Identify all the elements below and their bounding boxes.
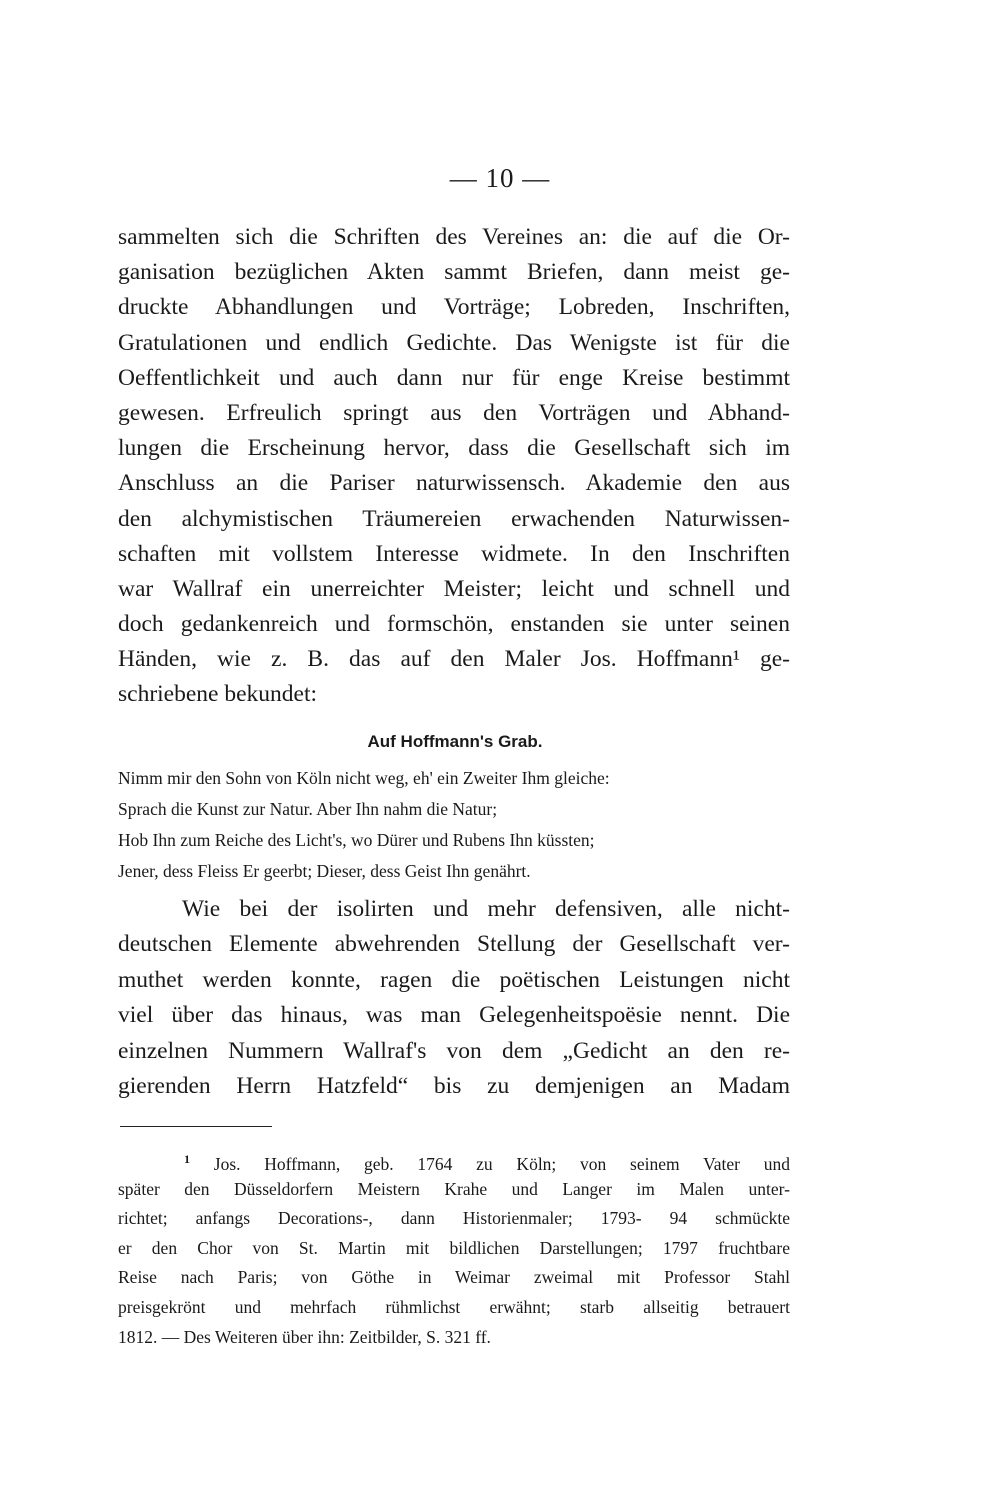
footnote (118, 1145, 790, 1352)
footnote-divider (120, 1126, 272, 1127)
text-line: schaften mit vollstem Interesse widmete. In den Inschriften (118, 540, 790, 567)
text-line: lungen die Erscheinung hervor, dass die Gesellschaft sich im (118, 435, 790, 462)
text-line: Wie bei der isolirten und mehr defensiven, alle nicht- (182, 896, 790, 922)
text-line: muthet werden konnte, ragen die poëtischen Leistungen nicht (118, 966, 790, 993)
footnote-line: 1812. — Des Weiteren über ihn: Zeitbilder, S. 321 ff. (118, 1326, 491, 1347)
text-line: sammelten sich die Schriften des Vereines an: die auf die Or- (118, 224, 790, 250)
footnote-text: Jos. Hoffmann, geb. 1764 zu Köln; von seinem Vater und (213, 1154, 790, 1174)
text-line: einzelnen Nummern Wallraf's von dem „Gedicht an den re- (118, 1037, 790, 1064)
text-line: Gratulationen und endlich Gedichte. Das Wenigste ist für die (118, 329, 790, 356)
poem-line: Nimm mir den Sohn von Köln nicht weg, eh' ein Zweiter Ihm gleiche: (118, 768, 610, 788)
text-line: gierenden Herrn Hatzfeld“ bis zu demjenigen an Madam (118, 1072, 790, 1099)
footnote-line: später den Düsseldorfern Meistern Krahe und Langer im Malen unter- (118, 1178, 790, 1199)
text-line: schriebene bekundet: (118, 681, 318, 708)
text-line: gewesen. Erfreulich springt aus den Vorträgen und Abhand- (118, 399, 790, 426)
poem-line: Hob Ihn zum Reiche des Licht's, wo Dürer und Rubens Ihn küssten; (118, 830, 595, 850)
footnote-line: er den Chor von St. Martin mit bildlichen Darstellungen; 1797 fruchtbare (118, 1237, 790, 1258)
poem-title: Auf Hoffmann's Grab. (367, 732, 543, 751)
footnote-line: richtet; anfangs Decorations-, dann Historienmaler; 1793- 94 schmückte (118, 1208, 790, 1229)
text-line: Anschluss an die Pariser naturwissensch. Akademie den aus (118, 470, 790, 497)
footnote-line (118, 1145, 790, 1175)
text-line: Händen, wie z. B. das auf den Maler Jos. Hoffmann¹ ge- (118, 646, 790, 673)
poem (118, 763, 798, 887)
text-line: den alchymistischen Träumereien erwachenden Naturwissen- (118, 505, 790, 532)
page-number: — 10 — (449, 163, 551, 193)
paragraph-second (118, 892, 790, 1104)
text-line: Oeffentlichkeit und auch dann nur für enge Kreise bestimmt (118, 364, 790, 391)
poem-line: Sprach die Kunst zur Natur. Aber Ihn nahm die Natur; (118, 799, 498, 819)
footnote-marker: 1 (184, 1152, 190, 1166)
text-line: war Wallraf ein unerreichter Meister; leicht und schnell und (118, 575, 790, 602)
footnote-line: preisgekrönt und mehrfach rühmlichst erwähnt; starb allseitig betrauert (118, 1296, 790, 1317)
text-line: ganisation bezüglichen Akten sammt Briefen, dann meist ge- (118, 259, 790, 286)
poem-line: Jener, dess Fleiss Er geerbt; Dieser, dess Geist Ihn genährt. (118, 861, 531, 881)
text-line: doch gedankenreich und formschön, enstanden sie unter seinen (118, 611, 790, 638)
text-line: viel über das hinaus, was man Gelegenheitspoësie nennt. Die (118, 1002, 790, 1029)
text-line: deutschen Elemente abwehrenden Stellung der Gesellschaft ver- (118, 931, 790, 958)
text-line: druckte Abhandlungen und Vorträge; Lobreden, Inschriften, (118, 294, 790, 321)
footnote-line: Reise nach Paris; von Göthe in Weimar zweimal mit Professor Stahl (118, 1267, 790, 1288)
paragraph-main (118, 220, 790, 713)
